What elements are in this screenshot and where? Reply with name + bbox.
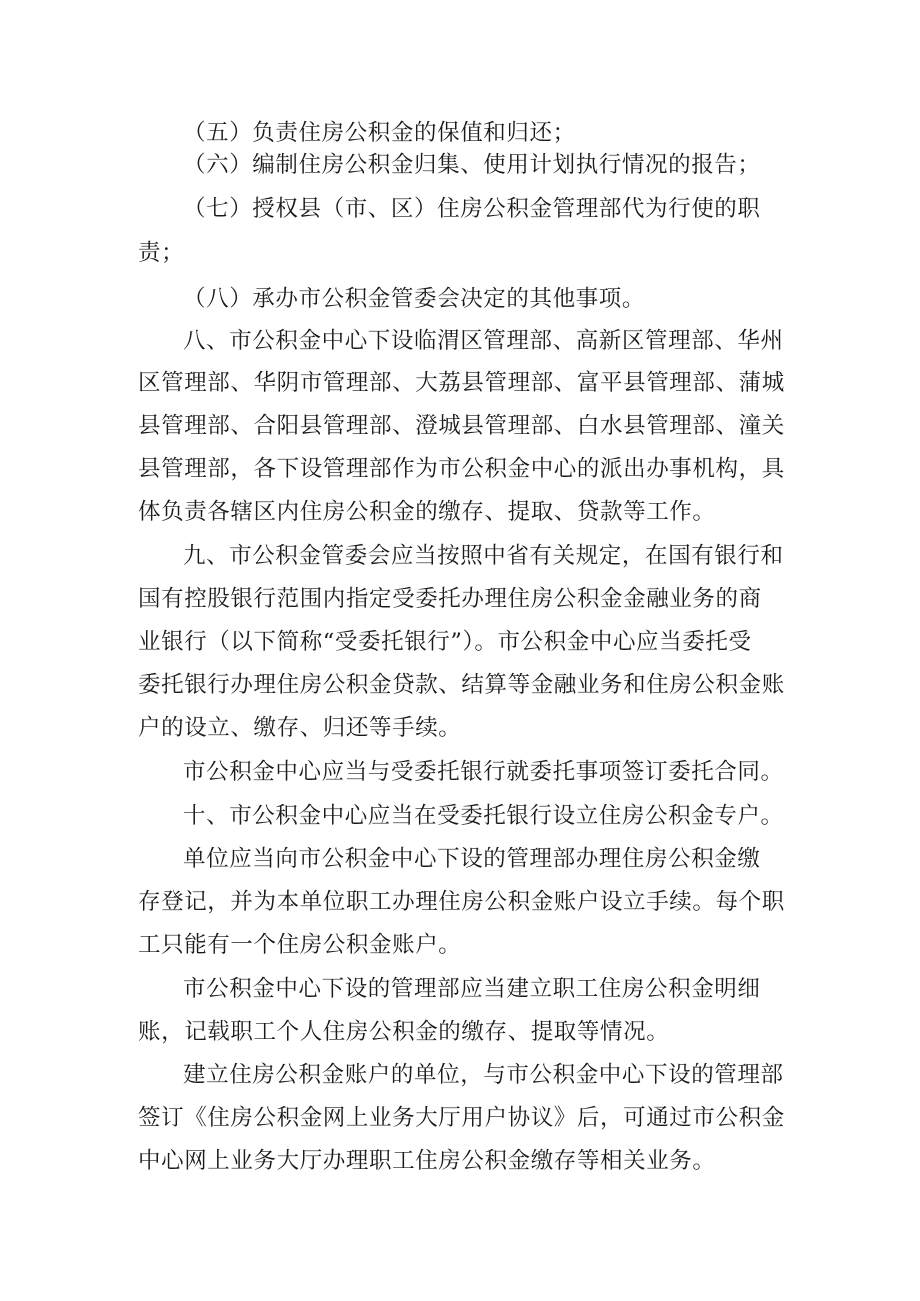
- text-line: 工只能有一个住房公积金账户。: [138, 932, 462, 958]
- text-line: 体负责各辖区内住房公积金的缴存、提取、贷款等工作。: [138, 499, 716, 525]
- text-line: 单位应当向市公积金中心下设的管理部办理住房公积金缴: [183, 846, 761, 872]
- text-line: 账，记载职工个人住房公积金的缴存、提取等情况。: [138, 1019, 670, 1045]
- text-line: 存登记，并为本单位职工办理住房公积金账户设立手续。每个职: [138, 889, 785, 915]
- text-line: （六）编制住房公积金归集、使用计划执行情况的报告；: [183, 152, 761, 178]
- text-line: 市公积金中心下设的管理部应当建立职工住房公积金明细: [183, 976, 761, 1002]
- text-line: 委托银行办理住房公积金贷款、结算等金融业务和住房公积金账: [138, 672, 785, 698]
- text-line: 中心网上业务大厅办理职工住房公积金缴存等相关业务。: [138, 1148, 716, 1174]
- text-line: （七）授权县（市、区）住房公积金管理部代为行使的职: [183, 196, 761, 222]
- text-line: 业银行（以下简称“受委托银行”）。市公积金中心应当委托受: [138, 629, 752, 655]
- text-line: 责；: [138, 240, 185, 266]
- text-line: 县管理部，各下设管理部作为市公积金中心的派出办事机构，具: [138, 456, 785, 482]
- text-line: 区管理部、华阴市管理部、大荔县管理部、富平县管理部、蒲城: [138, 370, 785, 396]
- text-line: 签订《住房公积金网上业务大厅用户协议》后，可通过市公积金: [138, 1105, 785, 1131]
- text-line: 十、市公积金中心应当在受委托银行设立住房公积金专户。: [183, 803, 784, 829]
- text-line: 市公积金中心应当与受委托银行就委托事项签订委托合同。: [183, 759, 784, 785]
- text-line: 建立住房公积金账户的单位，与市公积金中心下设的管理部: [183, 1062, 784, 1088]
- text-line: （五）负责住房公积金的保值和归还；: [183, 120, 576, 146]
- text-line: 九、市公积金管委会应当按照中省有关规定，在国有银行和: [183, 543, 784, 569]
- text-line: 县管理部、合阳县管理部、澄城县管理部、白水县管理部、潼关: [138, 413, 785, 439]
- text-line: （八）承办市公积金管委会决定的其他事项。: [183, 286, 646, 312]
- text-line: 户的设立、缴存、归还等手续。: [138, 715, 462, 741]
- text-line: 国有控股银行范围内指定受委托办理住房公积金金融业务的商: [138, 586, 762, 612]
- text-line: 八、市公积金中心下设临渭区管理部、高新区管理部、华州: [183, 328, 784, 354]
